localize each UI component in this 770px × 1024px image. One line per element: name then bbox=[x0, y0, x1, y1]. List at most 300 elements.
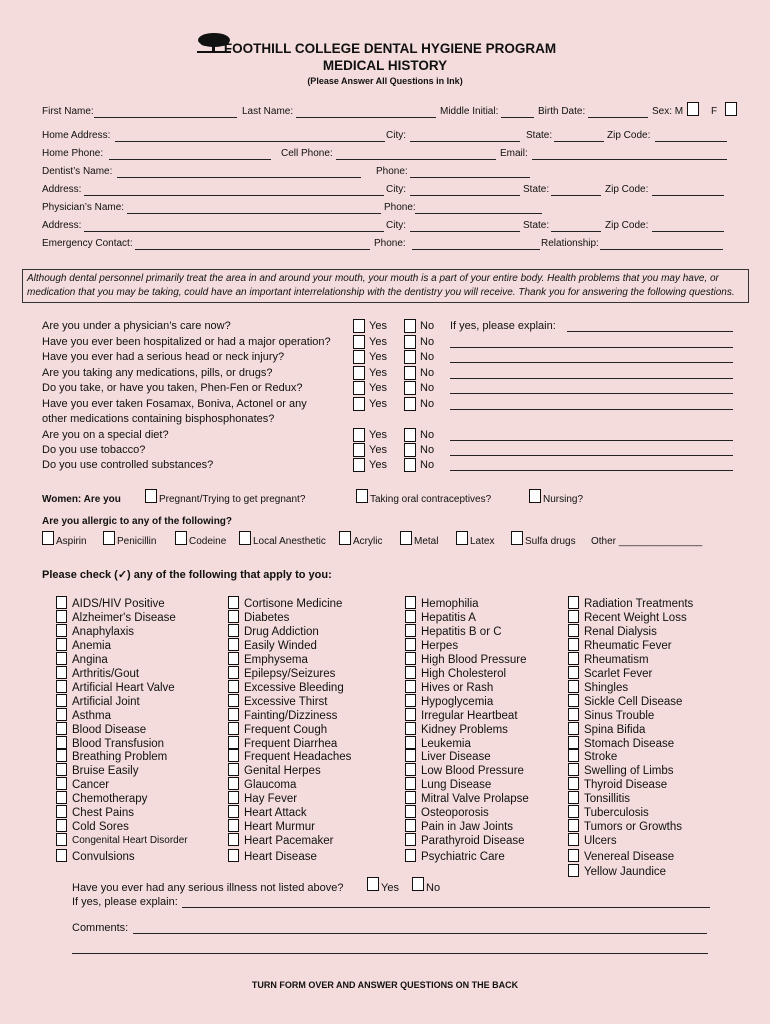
email-label: Email: bbox=[500, 148, 528, 159]
condition-label: Kidney Problems bbox=[421, 723, 508, 736]
condition-label: Leukemia bbox=[421, 737, 471, 750]
condition-checkbox[interactable] bbox=[228, 736, 239, 749]
condition-label: Blood Disease bbox=[72, 723, 147, 736]
emergency-phone-label: Phone: bbox=[374, 238, 406, 249]
condition-checkbox[interactable] bbox=[56, 777, 67, 790]
birth-date-label: Birth Date: bbox=[538, 106, 586, 117]
condition-checkbox[interactable] bbox=[228, 722, 239, 735]
condition-label: Convulsions bbox=[72, 851, 135, 864]
condition-label: Yellow Jaundice bbox=[584, 866, 667, 879]
condition-label: Cold Sores bbox=[72, 821, 129, 834]
condition-label: Irregular Heartbeat bbox=[421, 709, 518, 722]
condition-checkbox[interactable] bbox=[405, 708, 416, 721]
physician-state-label: State: bbox=[523, 220, 550, 231]
condition-label: Psychiatric Care bbox=[421, 851, 505, 864]
condition-checkbox[interactable] bbox=[568, 722, 579, 735]
physician-name-field[interactable] bbox=[127, 213, 381, 214]
explain-field[interactable] bbox=[450, 455, 733, 456]
allergy-checkbox[interactable] bbox=[239, 531, 251, 545]
condition-label: Hepatitis A bbox=[421, 611, 476, 624]
condition-label: Tuberculosis bbox=[584, 807, 649, 820]
question-yes-label: Yes bbox=[369, 429, 387, 441]
condition-label: Anemia bbox=[72, 639, 111, 652]
condition-label: Liver Disease bbox=[421, 751, 491, 764]
condition-checkbox[interactable] bbox=[56, 722, 67, 735]
condition-label: Excessive Thirst bbox=[244, 695, 328, 708]
physician-state-field[interactable] bbox=[551, 231, 601, 232]
question-yes-checkbox[interactable] bbox=[353, 397, 365, 411]
dentist-zip-field[interactable] bbox=[652, 195, 724, 196]
question-yes-checkbox[interactable] bbox=[353, 458, 365, 472]
condition-checkbox[interactable] bbox=[568, 777, 579, 790]
condition-checkbox[interactable] bbox=[56, 708, 67, 721]
explain-field[interactable] bbox=[450, 393, 733, 394]
condition-label: Easily Winded bbox=[244, 639, 317, 652]
question-yes-label: Yes bbox=[369, 398, 387, 410]
question-yes-label: Yes bbox=[369, 320, 387, 332]
allergy-checkbox[interactable] bbox=[339, 531, 351, 545]
condition-label: Fainting/Dizziness bbox=[244, 709, 338, 722]
women-label: Women: Are you bbox=[42, 494, 121, 505]
condition-checkbox[interactable] bbox=[405, 666, 416, 679]
condition-checkbox[interactable] bbox=[568, 864, 579, 877]
question-no-label: No bbox=[420, 429, 435, 441]
condition-checkbox[interactable] bbox=[405, 833, 416, 846]
explain-field[interactable] bbox=[567, 331, 733, 332]
condition-label: Heart Attack bbox=[244, 807, 307, 820]
serious-explain-field[interactable] bbox=[182, 907, 710, 908]
condition-label: Thyroid Disease bbox=[584, 779, 668, 792]
condition-label: Tonsillitis bbox=[584, 793, 631, 806]
condition-checkbox[interactable] bbox=[56, 849, 67, 862]
question-text: other medications containing bisphosphonates? bbox=[42, 413, 275, 425]
condition-label: Blood Transfusion bbox=[72, 737, 165, 750]
dentist-phone-field[interactable] bbox=[410, 177, 530, 178]
question-text: Have you ever had a serious head or neck injury? bbox=[42, 351, 285, 363]
explain-field[interactable] bbox=[450, 470, 733, 471]
condition-label: Cortisone Medicine bbox=[244, 598, 343, 610]
condition-checkbox[interactable] bbox=[568, 833, 579, 846]
condition-checkbox[interactable] bbox=[56, 805, 67, 818]
condition-checkbox[interactable] bbox=[56, 652, 67, 665]
first-name-field[interactable] bbox=[94, 117, 237, 118]
home-state-field[interactable] bbox=[554, 141, 604, 142]
condition-checkbox[interactable] bbox=[56, 694, 67, 707]
question-no-checkbox[interactable] bbox=[404, 366, 416, 380]
relationship-label: Relationship: bbox=[541, 238, 599, 249]
condition-label: High Blood Pressure bbox=[421, 653, 527, 666]
allergy-label: Latex bbox=[470, 536, 495, 547]
condition-checkbox[interactable] bbox=[405, 805, 416, 818]
allergy-label: Acrylic bbox=[353, 536, 383, 547]
question-yes-checkbox[interactable] bbox=[353, 366, 365, 380]
condition-checkbox[interactable] bbox=[228, 763, 239, 776]
condition-checkbox[interactable] bbox=[405, 819, 416, 832]
condition-label: Frequent Cough bbox=[244, 723, 328, 736]
condition-checkbox[interactable] bbox=[405, 596, 416, 609]
condition-label: Breathing Problem bbox=[72, 751, 168, 764]
home-address-field[interactable] bbox=[115, 141, 385, 142]
home-state-label: State: bbox=[526, 130, 553, 141]
condition-label: Rheumatism bbox=[584, 653, 649, 666]
condition-checkbox[interactable] bbox=[228, 652, 239, 665]
question-yes-checkbox[interactable] bbox=[353, 350, 365, 364]
condition-label: Lung Disease bbox=[421, 779, 492, 792]
sex-f-checkbox[interactable] bbox=[725, 102, 737, 116]
comments-label: Comments: bbox=[72, 922, 129, 934]
question-yes-checkbox[interactable] bbox=[353, 428, 365, 442]
condition-checkbox[interactable] bbox=[56, 610, 67, 623]
last-name-label: Last Name: bbox=[242, 106, 294, 117]
condition-label: Recent Weight Loss bbox=[584, 611, 687, 624]
email-field[interactable] bbox=[532, 159, 727, 160]
condition-label: Artificial Joint bbox=[72, 695, 140, 708]
condition-label: Hepatitis B or C bbox=[421, 625, 502, 638]
condition-checkbox[interactable] bbox=[56, 833, 67, 846]
question-no-label: No bbox=[420, 367, 435, 379]
question-yes-checkbox[interactable] bbox=[353, 319, 365, 333]
pregnant-checkbox[interactable] bbox=[145, 489, 157, 503]
contraceptives-label: Taking oral contraceptives? bbox=[370, 494, 492, 505]
condition-checkbox[interactable] bbox=[228, 819, 239, 832]
notice-box: Although dental personnel primarily treat the area in and around your mouth, your mouth is a part of your entire body. Health problems that you may have, or medication that you may be taking, could have an important interrelationship with the dentistry you will receive. Thank you for answering the following questions. bbox=[22, 269, 749, 303]
allergy-label: Sulfa drugs bbox=[525, 536, 576, 547]
condition-label: Hypoglycemia bbox=[421, 695, 494, 708]
condition-checkbox[interactable] bbox=[568, 624, 579, 637]
condition-label: Mitral Valve Prolapse bbox=[421, 793, 529, 806]
explain-label: If yes, please explain: bbox=[450, 320, 556, 332]
condition-checkbox[interactable] bbox=[228, 749, 239, 762]
condition-checkbox[interactable] bbox=[568, 805, 579, 818]
question-no-checkbox[interactable] bbox=[404, 458, 416, 472]
condition-label: Rheumatic Fever bbox=[584, 639, 672, 652]
allergy-label: Metal bbox=[414, 536, 439, 547]
condition-checkbox[interactable] bbox=[56, 666, 67, 679]
form-title: FOOTHILL COLLEGE DENTAL HYGIENE PROGRAM bbox=[223, 41, 557, 56]
condition-checkbox[interactable] bbox=[405, 722, 416, 735]
nursing-label: Nursing? bbox=[543, 494, 584, 505]
allergy-label: Penicillin bbox=[117, 536, 157, 547]
condition-checkbox[interactable] bbox=[405, 624, 416, 637]
serious-yes-label: Yes bbox=[381, 882, 399, 894]
home-phone-label: Home Phone: bbox=[42, 148, 104, 159]
explain-field[interactable] bbox=[450, 347, 733, 348]
comments-field[interactable] bbox=[133, 933, 707, 934]
condition-label: Tumors or Growths bbox=[584, 821, 682, 834]
condition-label: Heart Murmur bbox=[244, 821, 315, 834]
question-text: Do you take, or have you taken, Phen-Fen or Redux? bbox=[42, 382, 303, 394]
emergency-phone-field[interactable] bbox=[412, 249, 540, 250]
condition-label: Drug Addiction bbox=[244, 625, 319, 638]
condition-checkbox[interactable] bbox=[228, 624, 239, 637]
condition-checkbox[interactable] bbox=[405, 791, 416, 804]
footer-note: TURN FORM OVER AND ANSWER QUESTIONS ON THE BACK bbox=[251, 980, 519, 990]
condition-checkbox[interactable] bbox=[228, 777, 239, 790]
condition-checkbox[interactable] bbox=[228, 610, 239, 623]
condition-label: Genital Herpes bbox=[244, 765, 321, 778]
serious-no-checkbox[interactable] bbox=[412, 877, 424, 891]
question-no-checkbox[interactable] bbox=[404, 335, 416, 349]
condition-checkbox[interactable] bbox=[56, 638, 67, 651]
question-yes-checkbox[interactable] bbox=[353, 335, 365, 349]
form-instructions: (Please Answer All Questions in Ink) bbox=[307, 76, 463, 86]
question-text: Are you on a special diet? bbox=[42, 429, 169, 441]
condition-checkbox[interactable] bbox=[56, 791, 67, 804]
middle-initial-label: Middle Initial: bbox=[440, 106, 499, 117]
condition-label: Hives or Rash bbox=[421, 681, 494, 694]
condition-checkbox[interactable] bbox=[228, 833, 239, 846]
condition-checkbox[interactable] bbox=[228, 708, 239, 721]
condition-checkbox[interactable] bbox=[568, 638, 579, 651]
condition-checkbox[interactable] bbox=[56, 624, 67, 637]
condition-label: Diabetes bbox=[244, 611, 290, 624]
condition-checkbox[interactable] bbox=[228, 680, 239, 693]
physician-city-field[interactable] bbox=[410, 231, 520, 232]
condition-label: Heart Disease bbox=[244, 851, 317, 864]
condition-checkbox[interactable] bbox=[228, 849, 239, 862]
condition-checkbox[interactable] bbox=[568, 763, 579, 776]
sex-m-label: Sex: M bbox=[652, 106, 684, 117]
dentist-name-label: Dentist’s Name: bbox=[42, 166, 113, 177]
condition-checkbox[interactable] bbox=[568, 680, 579, 693]
conditions-label: Please check (✓) any of the following that apply to you: bbox=[42, 569, 332, 581]
condition-checkbox[interactable] bbox=[405, 638, 416, 651]
allergy-checkbox[interactable] bbox=[103, 531, 115, 545]
condition-label: Herpes bbox=[421, 639, 459, 652]
condition-checkbox[interactable] bbox=[568, 791, 579, 804]
condition-label: Glaucoma bbox=[244, 779, 297, 792]
condition-label: Renal Dialysis bbox=[584, 625, 657, 638]
condition-checkbox[interactable] bbox=[568, 736, 579, 749]
dentist-city-field[interactable] bbox=[410, 195, 520, 196]
condition-checkbox[interactable] bbox=[568, 666, 579, 679]
condition-label: Cancer bbox=[72, 779, 110, 792]
condition-checkbox[interactable] bbox=[568, 849, 579, 862]
condition-label: Ulcers bbox=[584, 835, 617, 848]
home-city-label: City: bbox=[386, 130, 406, 141]
condition-checkbox[interactable] bbox=[228, 694, 239, 707]
allergy-checkbox[interactable] bbox=[456, 531, 468, 545]
condition-label: Stomach Disease bbox=[584, 737, 675, 750]
condition-label: Chest Pains bbox=[72, 807, 135, 820]
condition-label: Excessive Bleeding bbox=[244, 681, 344, 694]
form-subtitle: MEDICAL HISTORY bbox=[322, 58, 448, 73]
condition-label: Asthma bbox=[72, 709, 111, 722]
condition-checkbox[interactable] bbox=[568, 819, 579, 832]
question-no-label: No bbox=[420, 444, 435, 456]
condition-label: Frequent Diarrhea bbox=[244, 737, 338, 750]
condition-label: Frequent Headaches bbox=[244, 751, 352, 764]
question-text: Have you ever taken Fosamax, Boniva, Actonel or any bbox=[42, 398, 307, 410]
allergy-checkbox[interactable] bbox=[400, 531, 412, 545]
home-zip-label: Zip Code: bbox=[607, 130, 651, 141]
physician-zip-label: Zip Code: bbox=[605, 220, 649, 231]
condition-checkbox[interactable] bbox=[405, 749, 416, 762]
condition-label: Arthritis/Gout bbox=[72, 667, 140, 680]
dentist-phone-label: Phone: bbox=[376, 166, 408, 177]
allergy-label: Aspirin bbox=[56, 536, 87, 547]
first-name-label: First Name: bbox=[42, 106, 94, 117]
question-text: Are you under a physician’s care now? bbox=[42, 320, 231, 332]
dentist-zip-label: Zip Code: bbox=[605, 184, 649, 195]
dentist-address-label: Address: bbox=[42, 184, 82, 195]
sex-f-label: F bbox=[711, 106, 718, 117]
question-no-label: No bbox=[420, 336, 435, 348]
emergency-contact-label: Emergency Contact: bbox=[42, 238, 133, 249]
question-text: Are you taking any medications, pills, or drugs? bbox=[42, 367, 273, 379]
dentist-state-field[interactable] bbox=[551, 195, 601, 196]
condition-label: High Cholesterol bbox=[421, 667, 507, 680]
condition-checkbox[interactable] bbox=[228, 791, 239, 804]
condition-checkbox[interactable] bbox=[228, 596, 239, 609]
emergency-contact-field[interactable] bbox=[135, 249, 370, 250]
condition-label: Low Blood Pressure bbox=[421, 765, 524, 778]
question-yes-checkbox[interactable] bbox=[353, 443, 365, 457]
condition-checkbox[interactable] bbox=[405, 610, 416, 623]
comments-field-2[interactable] bbox=[72, 953, 708, 954]
physician-address-label: Address: bbox=[42, 220, 82, 231]
condition-checkbox[interactable] bbox=[568, 652, 579, 665]
condition-label: Shingles bbox=[584, 681, 629, 694]
condition-checkbox[interactable] bbox=[56, 736, 67, 749]
explain-field[interactable] bbox=[450, 440, 733, 441]
allergy-checkbox[interactable] bbox=[511, 531, 523, 545]
explain-field[interactable] bbox=[450, 378, 733, 379]
explain-field[interactable] bbox=[450, 362, 733, 363]
condition-checkbox[interactable] bbox=[568, 708, 579, 721]
question-text: Have you ever been hospitalized or had a major operation? bbox=[42, 336, 331, 348]
question-yes-label: Yes bbox=[369, 367, 387, 379]
question-no-checkbox[interactable] bbox=[404, 350, 416, 364]
allergy-other-label: Other _______________ bbox=[591, 536, 703, 547]
allergy-checkbox[interactable] bbox=[42, 531, 54, 545]
nursing-checkbox[interactable] bbox=[529, 489, 541, 503]
question-no-label: No bbox=[420, 398, 435, 410]
condition-checkbox[interactable] bbox=[56, 819, 67, 832]
condition-checkbox[interactable] bbox=[405, 680, 416, 693]
question-no-checkbox[interactable] bbox=[404, 428, 416, 442]
question-yes-checkbox[interactable] bbox=[353, 381, 365, 395]
cell-phone-label: Cell Phone: bbox=[281, 148, 333, 159]
question-yes-label: Yes bbox=[369, 336, 387, 348]
condition-checkbox[interactable] bbox=[56, 680, 67, 693]
condition-label: Pain in Jaw Joints bbox=[421, 821, 514, 834]
condition-label: Sinus Trouble bbox=[584, 709, 655, 722]
allergy-label: Codeine bbox=[189, 536, 227, 547]
condition-checkbox[interactable] bbox=[405, 777, 416, 790]
question-no-checkbox[interactable] bbox=[404, 319, 416, 333]
question-text: Do you use controlled substances? bbox=[42, 459, 214, 471]
condition-checkbox[interactable] bbox=[405, 694, 416, 707]
sex-m-checkbox[interactable] bbox=[687, 102, 699, 116]
condition-label: Bruise Easily bbox=[72, 765, 139, 778]
condition-checkbox[interactable] bbox=[568, 694, 579, 707]
condition-checkbox[interactable] bbox=[568, 610, 579, 623]
question-no-checkbox[interactable] bbox=[404, 443, 416, 457]
dentist-name-field[interactable] bbox=[117, 177, 361, 178]
condition-checkbox[interactable] bbox=[405, 849, 416, 862]
pregnant-label: Pregnant/Trying to get pregnant? bbox=[159, 494, 306, 505]
middle-initial-field[interactable] bbox=[501, 117, 534, 118]
physician-city-label: City: bbox=[386, 220, 406, 231]
question-no-label: No bbox=[420, 320, 435, 332]
condition-label: Swelling of Limbs bbox=[584, 765, 674, 778]
question-yes-label: Yes bbox=[369, 459, 387, 471]
physician-phone-field[interactable] bbox=[415, 213, 542, 214]
cell-phone-field[interactable] bbox=[336, 159, 496, 160]
question-no-label: No bbox=[420, 351, 435, 363]
question-yes-label: Yes bbox=[369, 444, 387, 456]
condition-label: Heart Pacemaker bbox=[244, 835, 334, 848]
condition-label: Chemotherapy bbox=[72, 793, 148, 806]
condition-checkbox[interactable] bbox=[405, 736, 416, 749]
condition-label: Osteoporosis bbox=[421, 807, 489, 820]
condition-label: Epilepsy/Seizures bbox=[244, 667, 336, 680]
physician-address-field[interactable] bbox=[84, 231, 384, 232]
condition-label: Emphysema bbox=[244, 653, 308, 666]
question-no-label: No bbox=[420, 459, 435, 471]
condition-checkbox[interactable] bbox=[568, 596, 579, 609]
question-no-checkbox[interactable] bbox=[404, 397, 416, 411]
condition-label: Sickle Cell Disease bbox=[584, 695, 683, 708]
condition-checkbox[interactable] bbox=[228, 805, 239, 818]
condition-label: Congenital Heart Disorder bbox=[72, 835, 188, 847]
explain-field[interactable] bbox=[450, 409, 733, 410]
condition-label: Artificial Heart Valve bbox=[72, 681, 175, 694]
physician-phone-label: Phone: bbox=[384, 202, 416, 213]
question-yes-label: Yes bbox=[369, 382, 387, 394]
serious-explain-label: If yes, please explain: bbox=[72, 896, 178, 908]
condition-checkbox[interactable] bbox=[56, 596, 67, 609]
serious-no-label: No bbox=[426, 882, 441, 894]
birth-date-field[interactable] bbox=[588, 117, 648, 118]
allergy-label: Local Anesthetic bbox=[253, 536, 326, 547]
last-name-field[interactable] bbox=[296, 117, 436, 118]
condition-label: Scarlet Fever bbox=[584, 667, 653, 680]
dentist-state-label: State: bbox=[523, 184, 550, 195]
relationship-field[interactable] bbox=[600, 249, 723, 250]
home-zip-field[interactable] bbox=[655, 141, 727, 142]
question-yes-label: Yes bbox=[369, 351, 387, 363]
condition-checkbox[interactable] bbox=[405, 763, 416, 776]
condition-label: Hay Fever bbox=[244, 793, 298, 806]
condition-checkbox[interactable] bbox=[228, 638, 239, 651]
physician-name-label: Physician’s Name: bbox=[42, 202, 125, 213]
dentist-city-label: City: bbox=[386, 184, 406, 195]
condition-checkbox[interactable] bbox=[56, 749, 67, 762]
serious-illness-question: Have you ever had any serious illness not listed above? bbox=[72, 882, 344, 894]
allergy-checkbox[interactable] bbox=[175, 531, 187, 545]
home-phone-field[interactable] bbox=[109, 159, 271, 160]
question-text: Do you use tobacco? bbox=[42, 444, 146, 456]
question-no-label: No bbox=[420, 382, 435, 394]
condition-checkbox[interactable] bbox=[56, 763, 67, 776]
contraceptives-checkbox[interactable] bbox=[356, 489, 368, 503]
question-no-checkbox[interactable] bbox=[404, 381, 416, 395]
condition-label: Hemophilia bbox=[421, 598, 479, 610]
condition-checkbox[interactable] bbox=[405, 652, 416, 665]
condition-label: AIDS/HIV Positive bbox=[72, 598, 165, 610]
condition-checkbox[interactable] bbox=[568, 749, 579, 762]
condition-label: Angina bbox=[72, 653, 108, 666]
dentist-address-field[interactable] bbox=[84, 195, 384, 196]
home-address-label: Home Address: bbox=[42, 130, 111, 141]
condition-checkbox[interactable] bbox=[228, 666, 239, 679]
home-city-field[interactable] bbox=[410, 141, 520, 142]
serious-yes-checkbox[interactable] bbox=[367, 877, 379, 891]
condition-label: Alzheimer's Disease bbox=[72, 611, 176, 624]
physician-zip-field[interactable] bbox=[652, 231, 724, 232]
